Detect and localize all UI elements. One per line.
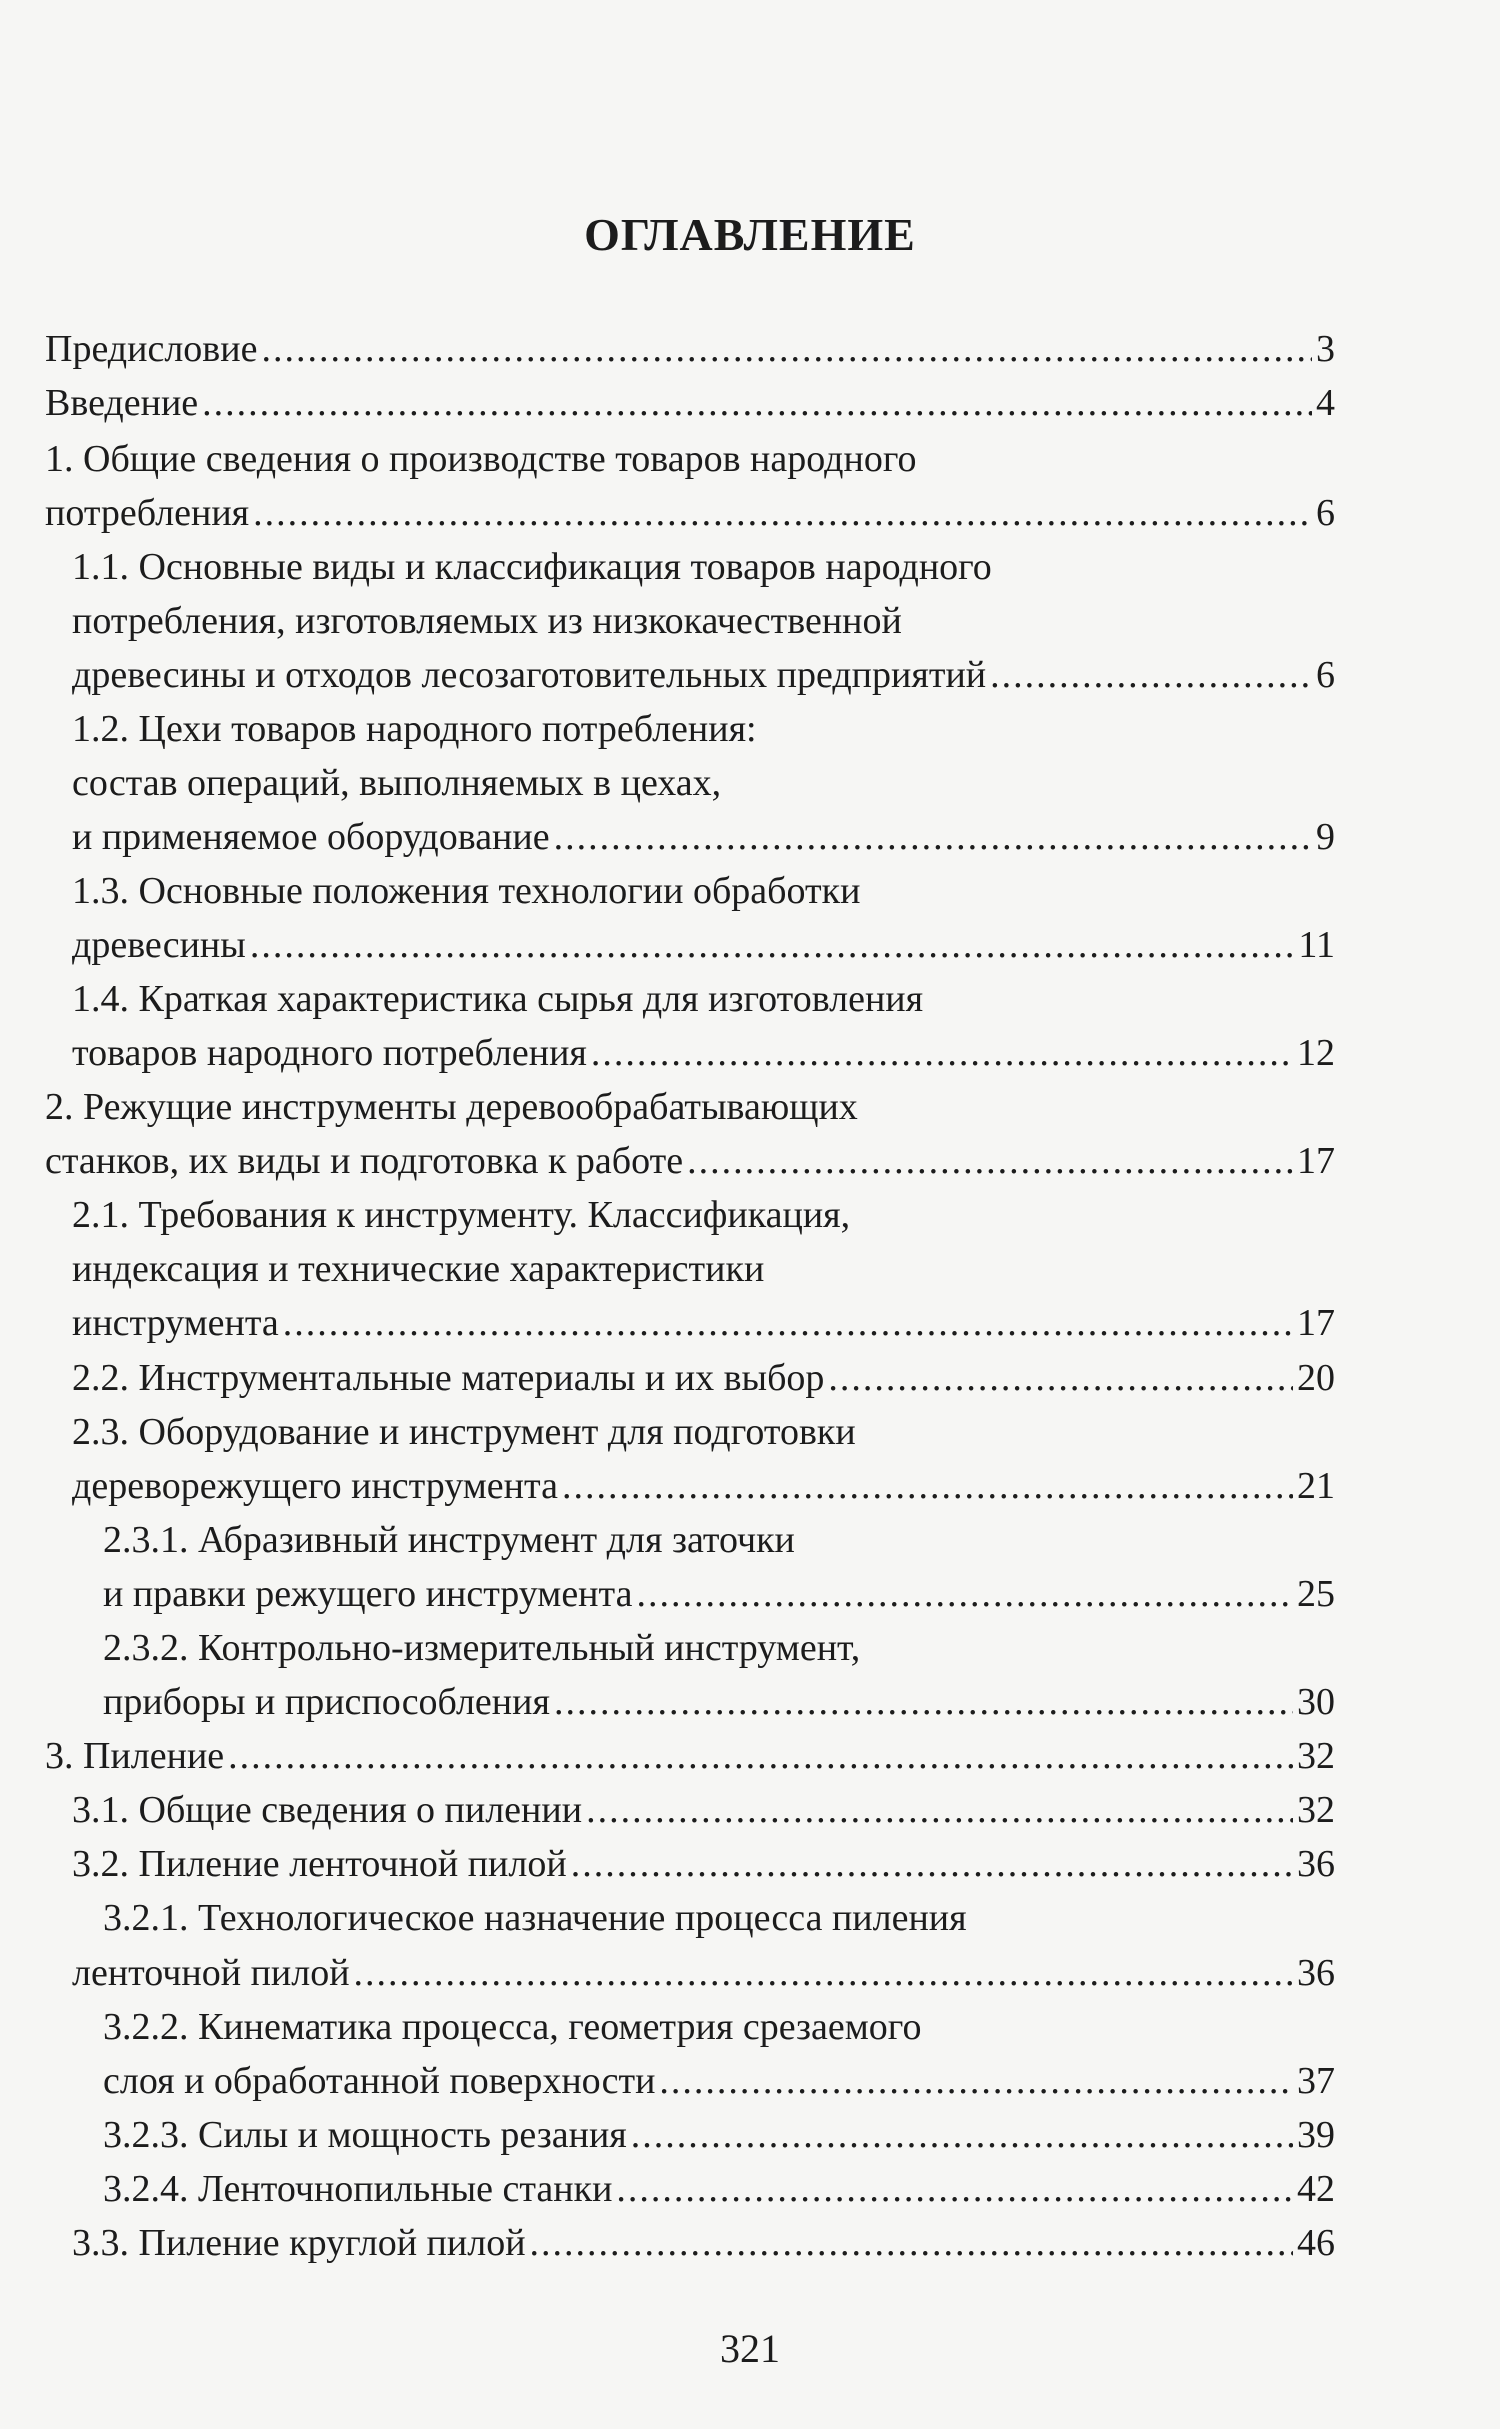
toc-entry-text: состав операций, выполняемых в цехах, <box>72 762 722 804</box>
toc-page-number: 20 <box>1297 1357 1335 1399</box>
toc-page-number: 12 <box>1297 1032 1335 1074</box>
dot-leader <box>253 490 1312 536</box>
toc-page-number: 17 <box>1297 1302 1335 1344</box>
toc-entry <box>72 1833 1335 1887</box>
toc-entry <box>72 914 1335 968</box>
dot-leader <box>591 1030 1293 1076</box>
toc-entry <box>72 760 721 806</box>
toc-entry-text: древесины <box>72 924 246 966</box>
toc-entry <box>103 2104 1335 2158</box>
dot-leader <box>616 2166 1293 2212</box>
toc-entry <box>72 868 860 914</box>
toc-page-number: 3 <box>1316 328 1335 370</box>
toc-entry <box>72 1022 1335 1076</box>
toc-entry <box>72 1347 1335 1401</box>
toc-page-number: 9 <box>1316 816 1335 858</box>
toc-entry <box>103 1625 860 1671</box>
dot-leader <box>636 1571 1293 1617</box>
toc-page-number: 36 <box>1297 1952 1335 1994</box>
toc-entry-text: 3.2.2. Кинематика процесса, геометрия срезаемого <box>103 2006 922 2048</box>
toc-entry <box>72 1192 850 1238</box>
dot-leader <box>283 1300 1293 1346</box>
dot-leader <box>659 2058 1293 2104</box>
toc-page-number: 4 <box>1316 382 1335 424</box>
toc-entry-text: 2.1. Требования к инструменту. Классификация, <box>72 1194 851 1236</box>
toc-entry <box>103 2158 1335 2212</box>
dot-leader <box>990 652 1312 698</box>
toc-entry-text: 1.3. Основные положения технологии обработки <box>72 870 861 912</box>
toc-entry-text: 3.2. Пиление ленточной пилой <box>72 1843 567 1885</box>
dot-leader <box>530 2220 1293 2266</box>
toc-entry-text: станков, их виды и подготовка к работе <box>45 1140 684 1182</box>
toc-entry <box>45 482 1335 536</box>
toc-entry-text: 3.3. Пиление круглой пилой <box>72 2222 526 2264</box>
dot-leader <box>250 922 1295 968</box>
toc-page-number: 11 <box>1298 924 1335 966</box>
toc-entry-text: 3.2.1. Технологическое назначение процесса пиления <box>103 1897 967 1939</box>
toc-entry <box>72 598 902 644</box>
toc-entry <box>72 644 1335 698</box>
toc-entry <box>103 1563 1335 1617</box>
toc-entry <box>103 1895 967 1941</box>
toc-entry <box>72 706 757 752</box>
toc-entry-text: потребления <box>45 492 250 534</box>
toc-entry <box>72 1246 764 1292</box>
toc-entry <box>72 1455 1335 1509</box>
toc-entry <box>45 1130 1335 1184</box>
toc-entry <box>45 436 916 482</box>
toc-entry-text: 3.2.4. Ленточнопильные станки <box>103 2168 613 2210</box>
dot-leader <box>828 1355 1293 1401</box>
toc-entry-text: 3.1. Общие сведения о пилении <box>72 1789 583 1831</box>
toc-entry <box>45 1725 1335 1779</box>
toc-entry-text: 2.3.1. Абразивный инструмент для заточки <box>103 1519 795 1561</box>
toc-entry <box>103 2050 1335 2104</box>
toc-entry-text: 3. Пиление <box>45 1735 225 1777</box>
dot-leader <box>571 1841 1293 1887</box>
toc-entry-text: 1.1. Основные виды и классификация товаров народного <box>72 546 992 588</box>
dot-leader <box>562 1463 1293 1509</box>
toc-entry-text: 2. Режущие инструменты деревообрабатывающих <box>45 1086 858 1128</box>
toc-entry-text: приборы и приспособления <box>103 1681 550 1723</box>
dot-leader <box>554 814 1312 860</box>
toc-entry <box>45 318 1335 372</box>
toc-page-number: 25 <box>1297 1573 1335 1615</box>
toc-entry-text: Предисловие <box>45 328 258 370</box>
toc-entry-text: 3.2.3. Силы и мощность резания <box>103 2114 627 2156</box>
toc-entry-text: товаров народного потребления <box>72 1032 587 1074</box>
toc-entry-text: потребления, изготовляемых из низкокачественной <box>72 600 902 642</box>
toc-page-number: 46 <box>1297 2222 1335 2264</box>
toc-entry-text: 2.3. Оборудование и инструмент для подготовки <box>72 1411 856 1453</box>
toc-entry <box>72 2212 1335 2266</box>
dot-leader <box>554 1679 1293 1725</box>
toc-entry <box>45 1084 858 1130</box>
toc-entry <box>103 1517 795 1563</box>
toc-entry <box>72 1942 1335 1996</box>
toc-page-number: 6 <box>1316 654 1335 696</box>
toc-entry-text: дереворежущего инструмента <box>72 1465 558 1507</box>
toc-page-number: 32 <box>1297 1789 1335 1831</box>
toc-entry-text: ленточной пилой <box>72 1952 350 1994</box>
toc-entry-text: Введение <box>45 382 199 424</box>
toc-page-number: 6 <box>1316 492 1335 534</box>
toc-entry <box>72 544 992 590</box>
toc-entry <box>45 372 1335 426</box>
toc-page-number: 42 <box>1297 2168 1335 2210</box>
toc-entry-text: 1.4. Краткая характеристика сырья для изготовления <box>72 978 924 1020</box>
toc-entry-text: 2.3.2. Контрольно-измерительный инструмент, <box>103 1627 861 1669</box>
dot-leader <box>261 326 1312 372</box>
toc-entry <box>72 1409 856 1455</box>
page-number: 321 <box>720 2326 780 2371</box>
dot-leader <box>228 1733 1293 1779</box>
toc-page-number: 21 <box>1297 1465 1335 1507</box>
toc-entry <box>103 2004 921 2050</box>
toc-page-number: 36 <box>1297 1843 1335 1885</box>
toc-entry <box>72 1779 1335 1833</box>
toc-entry <box>72 806 1335 860</box>
toc-entry-text: индексация и технические характеристики <box>72 1248 765 1290</box>
dot-leader <box>586 1787 1293 1833</box>
toc-page-number: 39 <box>1297 2114 1335 2156</box>
toc-page-number: 32 <box>1297 1735 1335 1777</box>
toc-page-number: 17 <box>1297 1140 1335 1182</box>
toc-entry-text: инструмента <box>72 1302 279 1344</box>
page-title: ОГЛАВЛЕНИЕ <box>584 209 916 260</box>
dot-leader <box>631 2112 1293 2158</box>
toc-entry-text: 1. Общие сведения о производстве товаров народного <box>45 438 917 480</box>
toc-entry <box>72 1292 1335 1346</box>
toc-entry-text: и правки режущего инструмента <box>103 1573 633 1615</box>
toc-entry-text: и применяемое оборудование <box>72 816 550 858</box>
toc-entry-text: 1.2. Цехи товаров народного потребления: <box>72 708 757 750</box>
toc-entry <box>103 1671 1335 1725</box>
toc-entry-text: слоя и обработанной поверхности <box>103 2060 656 2102</box>
toc-page-number: 37 <box>1297 2060 1335 2102</box>
dot-leader <box>687 1138 1293 1184</box>
dot-leader <box>202 380 1312 426</box>
toc-entry-text: древесины и отходов лесозаготовительных предприятий <box>72 654 987 696</box>
dot-leader <box>354 1950 1293 1996</box>
toc-entry <box>72 976 923 1022</box>
toc-page-number: 30 <box>1297 1681 1335 1723</box>
toc-entry-text: 2.2. Инструментальные материалы и их выбор <box>72 1357 825 1399</box>
